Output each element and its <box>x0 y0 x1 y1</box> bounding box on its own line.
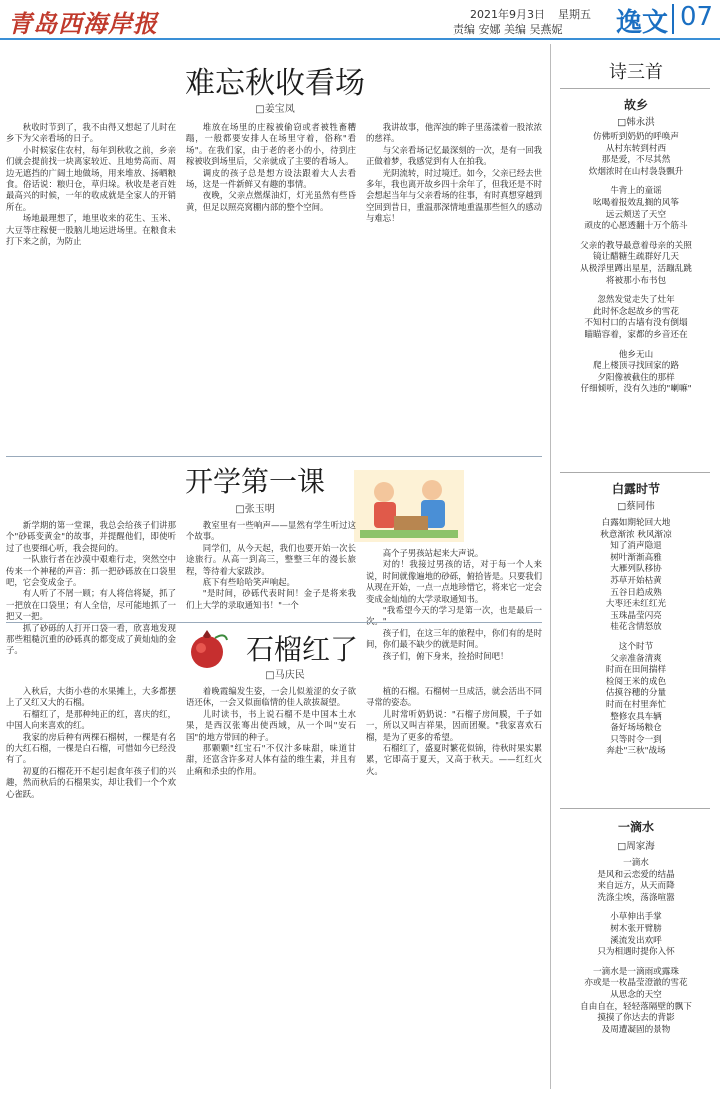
poem-line: 这个时节 <box>618 641 654 652</box>
poem-line: 父亲的教导最意着母亲的关照 <box>580 240 692 251</box>
section-divider <box>672 4 674 34</box>
paragraph: 同学们，从今天起，我们也要开始一次长途旅行。从高一到高三，整整三年的漫长旅程，等待着大家跋涉。 <box>186 542 356 576</box>
poem-line: 玉珠晶莹闪亮 <box>610 610 662 621</box>
paragraph: 石榴红了，盛夏时繁花似锦，待秋时果实累累，它即高于夏天，又高于秋天。——红红火火。 <box>366 743 542 776</box>
poem-line: 一滴水 <box>623 858 649 868</box>
poem3-byline: □周家海 <box>617 841 655 852</box>
article2-title: 开学第一课 <box>184 465 325 498</box>
poem-line: 检阅王米的成色 <box>605 676 667 687</box>
paragraph: 与父亲看场记忆最深刻的一次，是有一回我正做着梦，我感觉到有人在拍我。 <box>366 144 542 167</box>
poem2-byline: □蔡同伟 <box>617 501 655 512</box>
poem-line: 只等时令一到 <box>610 734 662 745</box>
sidebar-rule <box>560 88 710 89</box>
article3-column-3 <box>366 686 542 1088</box>
poem-line: 小草伸出手掌 <box>610 912 662 923</box>
poem-line: 炊烟浓时在山村袅袅飘升 <box>588 166 684 177</box>
sidebar-header: 诗三首 <box>609 62 663 83</box>
poem1-body <box>556 132 716 396</box>
poem-line: 远云颊送了天空 <box>605 209 667 220</box>
poem-line: 从思念的天空 <box>610 989 662 1000</box>
paragraph: 抓了砂砾的人打开口袋一看，欣喜地发现那些粗糙沉重的砂砾真的都变成了黄灿灿的金子。 <box>6 622 176 656</box>
poem-line: 白露如期轮回大地 <box>601 518 671 528</box>
article1-column-3 <box>366 122 542 452</box>
poem-line: 奔赴"三秋"战场 <box>606 746 666 757</box>
article1-byline: □姜宝凤 <box>255 104 295 115</box>
paragraph: 夜晚，父亲点燃煤油灯，灯光虽然有些昏黄，但足以照亮窝棚内部的整个空间。 <box>186 190 356 212</box>
poem2-body <box>556 518 716 758</box>
issue-date: 2021年9月3日 <box>470 8 545 21</box>
paragraph: 对的！我接过男孩的话，对于每一个人来说，时间就像遍地的砂砾，俯拾皆是。只要我们从现在开始，一点一点地珍惜它，将来它一定会变成金灿灿的大学录取通知书。 <box>366 559 542 604</box>
poem-line: 牛背上的童谣 <box>610 186 662 197</box>
poem-line: 及周遭凝固的景物 <box>601 1024 671 1035</box>
poem-line: 是风和云恋爱的结晶 <box>597 869 675 880</box>
poem-line: 秋意渐浓 秋风渐凉 <box>600 529 672 540</box>
poem-line: 桂花含情怒放 <box>610 622 662 633</box>
poem-line: 五谷日趋成熟 <box>610 587 662 598</box>
sidebar-divider <box>550 44 551 1089</box>
sidebar-rule <box>560 472 710 473</box>
paragraph: 石榴红了，是那种纯正的红，喜庆的红，中国人向来喜欢的红。 <box>6 708 176 731</box>
paragraph: 秋收时节到了，我不由得又想起了儿时在乡下为父亲看场的日子。 <box>6 122 176 144</box>
poem-line: 估摸谷穗的分量 <box>605 688 667 699</box>
paragraph: 高个子男孩站起来大声说。 <box>382 548 484 558</box>
poem-line: 他乡无山 <box>618 349 654 360</box>
paragraph: 着晚霞编发生姿，一会儿似羞涩的女子欲语还休，一会又似面临情的佳人欲拔凝望。 <box>186 686 356 708</box>
paragraph: 有人听了不屑一顾；有人将信将疑，抓了一把放在口袋里；有人全信，尽可能地抓了一把又一把。 <box>6 588 176 622</box>
paragraph: 儿时常听奶奶说："石榴子房间膜，千子如一，所以又叫吉祥果，因而团聚。"我家喜欢石榴，是为了更多的希望。 <box>366 708 542 742</box>
paragraph: 初夏的石榴花开不起引起食年孩子们的兴趣，然而秋后的石榴果实，却让我们一个个欢心雀跃。 <box>6 765 176 799</box>
paragraph: 一队旅行者在沙漠中艰难行走，突然空中传来一个神秘的声音：抓一把砂砾放在口袋里吧，它会变成金子。 <box>6 554 176 588</box>
paragraph: 场地最理想了，地里收来的花生、玉米、大豆等庄稼便一股脑儿地运进场里。在粮食未打下来之前，为防止 <box>6 213 176 247</box>
poem2-title: 白露时节 <box>611 482 660 496</box>
paragraph: 堆放在场里的庄稼被偷窃或者被牲畜糟蹋，一般都要安排人在场里守着，俗称"看场"。在我们家，由于老的老小的小，待到庄稼被收到场里后，父亲就成了主要的看场人。 <box>186 122 356 167</box>
poem-line: 大雁列队移协 <box>610 564 662 575</box>
article1-column-1 <box>6 122 176 442</box>
poem-line: 父亲准备清爽 <box>610 653 662 664</box>
paragraph: 小时候家住农村，每年到秋收之前，乡亲们就会提前找一块离家较近、且地势高而、周边无遮挡的广阔土地做场，用来堆放、扬晒粮食。俗话说：粮归仓，草归垛。秋收是老百姓最高兴的时候，一年的收成就是全家人的开销所在。 <box>6 144 176 212</box>
pomegranate-illustration <box>185 628 229 670</box>
article-separator <box>6 456 542 457</box>
paragraph: 我讲故事，他浑浊的眸子里荡漾着一股浓浓的慈祥。 <box>366 122 542 144</box>
editor-credits: 责编 安娜 美编 吴燕妮 <box>453 23 563 36</box>
poem-line: 时而在田间揣样 <box>605 665 667 676</box>
paragraph: 教室里有一些响声——显然有学生听过这个故事。 <box>186 520 356 542</box>
paragraph: 孩子们，在这三年的旅程中，你们有的是时间，你们最不缺少的就是时间。 <box>366 627 542 650</box>
poem-line: 吆喝着报效乱搁的风筝 <box>593 197 679 208</box>
poem-line: 洗涤尘埃，荡涤喧嚣 <box>597 892 675 903</box>
paragraph: 光阴流转，时过境迁。如今，父亲已经去世多年，我也离开故乡四十余年了，但我还是不时会想起当年与父亲看场的往事，有时真想穿越到空回到昔日，重温那深情地重温那些恒久的感动与难忘！ <box>366 167 542 224</box>
article2-column-2 <box>186 520 356 616</box>
paragraph: 新学期的第一堂课，我总会给孩子们讲那个"砂砾变黄金"的故事，并提醒他们，即使听过了也要细心听，我会提问的。 <box>6 520 176 553</box>
poem-line: 整修农具车辆 <box>610 711 662 722</box>
masthead <box>0 0 720 40</box>
article-separator <box>6 622 542 623</box>
article3-column-2 <box>186 686 356 1088</box>
poem-line: 亦或是一枚晶莹澄澈的雪花 <box>584 978 688 989</box>
section-name: 逸文 <box>616 8 669 38</box>
poem-line: 自由自在，轻轻落隔壁的飘下 <box>580 1001 692 1012</box>
poem-line: 那是爱，不尽其然 <box>601 155 671 166</box>
poem-line: 忽然发觉走失了灶年 <box>597 295 675 306</box>
poem-line: 顽皮的心愿透翻十万个筋斗 <box>584 221 688 232</box>
poem3-body <box>556 858 716 1036</box>
article3-title: 石榴红了 <box>245 633 358 666</box>
poem-line: 摸摸了你达去的背影 <box>597 1013 675 1024</box>
poem-line: 苏草开始枯黄 <box>610 575 662 586</box>
poem-line: 将被那小布书包 <box>605 275 667 286</box>
poem-line: 一滴水是一滴雨或露珠 <box>593 966 679 977</box>
paragraph: 儿时读书，书上说石榴不是中国本土水果，是西汉张骞出使西域，从一个叫"安石国"的地方带回的种子。 <box>186 708 356 742</box>
paragraph: 植的石榴。石榴树一旦成活，就会活出不同寻常的姿态。 <box>366 686 542 708</box>
poem-line: 夕阳像被截住的那样 <box>597 372 675 383</box>
poem-line: 镜让醋糖生疏群好几天 <box>593 252 679 263</box>
poem-line: 爬上楼顶寻找回家的路 <box>593 361 679 372</box>
newspaper-logo: 青岛西海岸报 <box>8 9 158 38</box>
article1-column-2 <box>186 122 356 442</box>
issue-weekday: 星期五 <box>558 8 591 21</box>
poem-line: 仔细倾听，没有久违的"喇嘛" <box>580 384 692 395</box>
poem-line: 不知村口的古墙有没有倒塌 <box>584 318 688 329</box>
sidebar-rule <box>560 808 710 809</box>
poem-line: 知了消声隐退 <box>610 541 662 552</box>
poem-line: 只为相遇时提你入怀 <box>597 947 675 958</box>
poem-line: 时而在村里奔忙 <box>605 699 667 710</box>
paragraph: 那颗颗"红宝石"不仅汁多味甜，味道甘甜，还富含许多对人体有益的维生素，并且有止痢和杀虫的作用。 <box>186 743 356 776</box>
poem1-byline: □韩永洪 <box>617 117 655 128</box>
poem-line: 此时怀念起故乡的雪花 <box>593 306 679 317</box>
poem3-title: 一滴水 <box>617 820 654 834</box>
paragraph: 底下有些哈哈笑声响起。 <box>202 577 295 588</box>
paragraph: 孩子们，俯下身来，捡拾时间吧！ <box>382 650 509 661</box>
poem-line: 来自远方，从天而降 <box>597 881 675 892</box>
article3-byline: □马庆民 <box>265 670 305 681</box>
page-number: 07 <box>680 2 714 32</box>
paragraph: "是时间，砂砾代表时间！金子是将来我们上大学的录取通知书！"一个 <box>186 588 356 610</box>
poem1-title: 故乡 <box>623 98 648 112</box>
article2-column-3 <box>366 548 542 661</box>
paragraph: 调皮的孩子总是想方设法跟着大人去看场，这是一件新鲜又有趣的事情。 <box>186 167 356 190</box>
article3-column-1 <box>6 686 176 1088</box>
poem-line: 从极浮里蹲出星星，活蹦乱跳 <box>580 263 692 274</box>
paragraph: 入秋后，大街小巷的水果摊上，大多都摆上了又红又大的石榴。 <box>6 686 176 708</box>
poem-line: 树叶渐渐高雅 <box>610 552 662 563</box>
poem-line: 仿佛听到奶奶的呼唤声 <box>593 132 679 142</box>
harvest-illustration <box>354 470 464 542</box>
paragraph: "我希望今天的学习是第一次，也是最后一 <box>382 605 542 616</box>
poem-line: 溪流发出欢呼 <box>610 935 662 946</box>
paragraph: 我家的房后种有两棵石榴树，一棵是有名的大红石榴，一棵是白石榴，可惜如今已经没有了。 <box>6 731 176 765</box>
poem-line: 大枣还未红红光 <box>605 599 667 610</box>
article2-column-1 <box>6 520 176 656</box>
poem-line: 从村东转到村西 <box>605 143 667 154</box>
article2-byline: □张玉明 <box>235 504 275 515</box>
poem-line: 备好场场粮仓 <box>610 723 662 734</box>
poem-line: 瞄瞄容着，家都的乡音还在 <box>584 329 688 340</box>
poem-line: 树木张开臂膀 <box>610 923 662 934</box>
article1-title: 难忘秋收看场 <box>185 66 365 101</box>
